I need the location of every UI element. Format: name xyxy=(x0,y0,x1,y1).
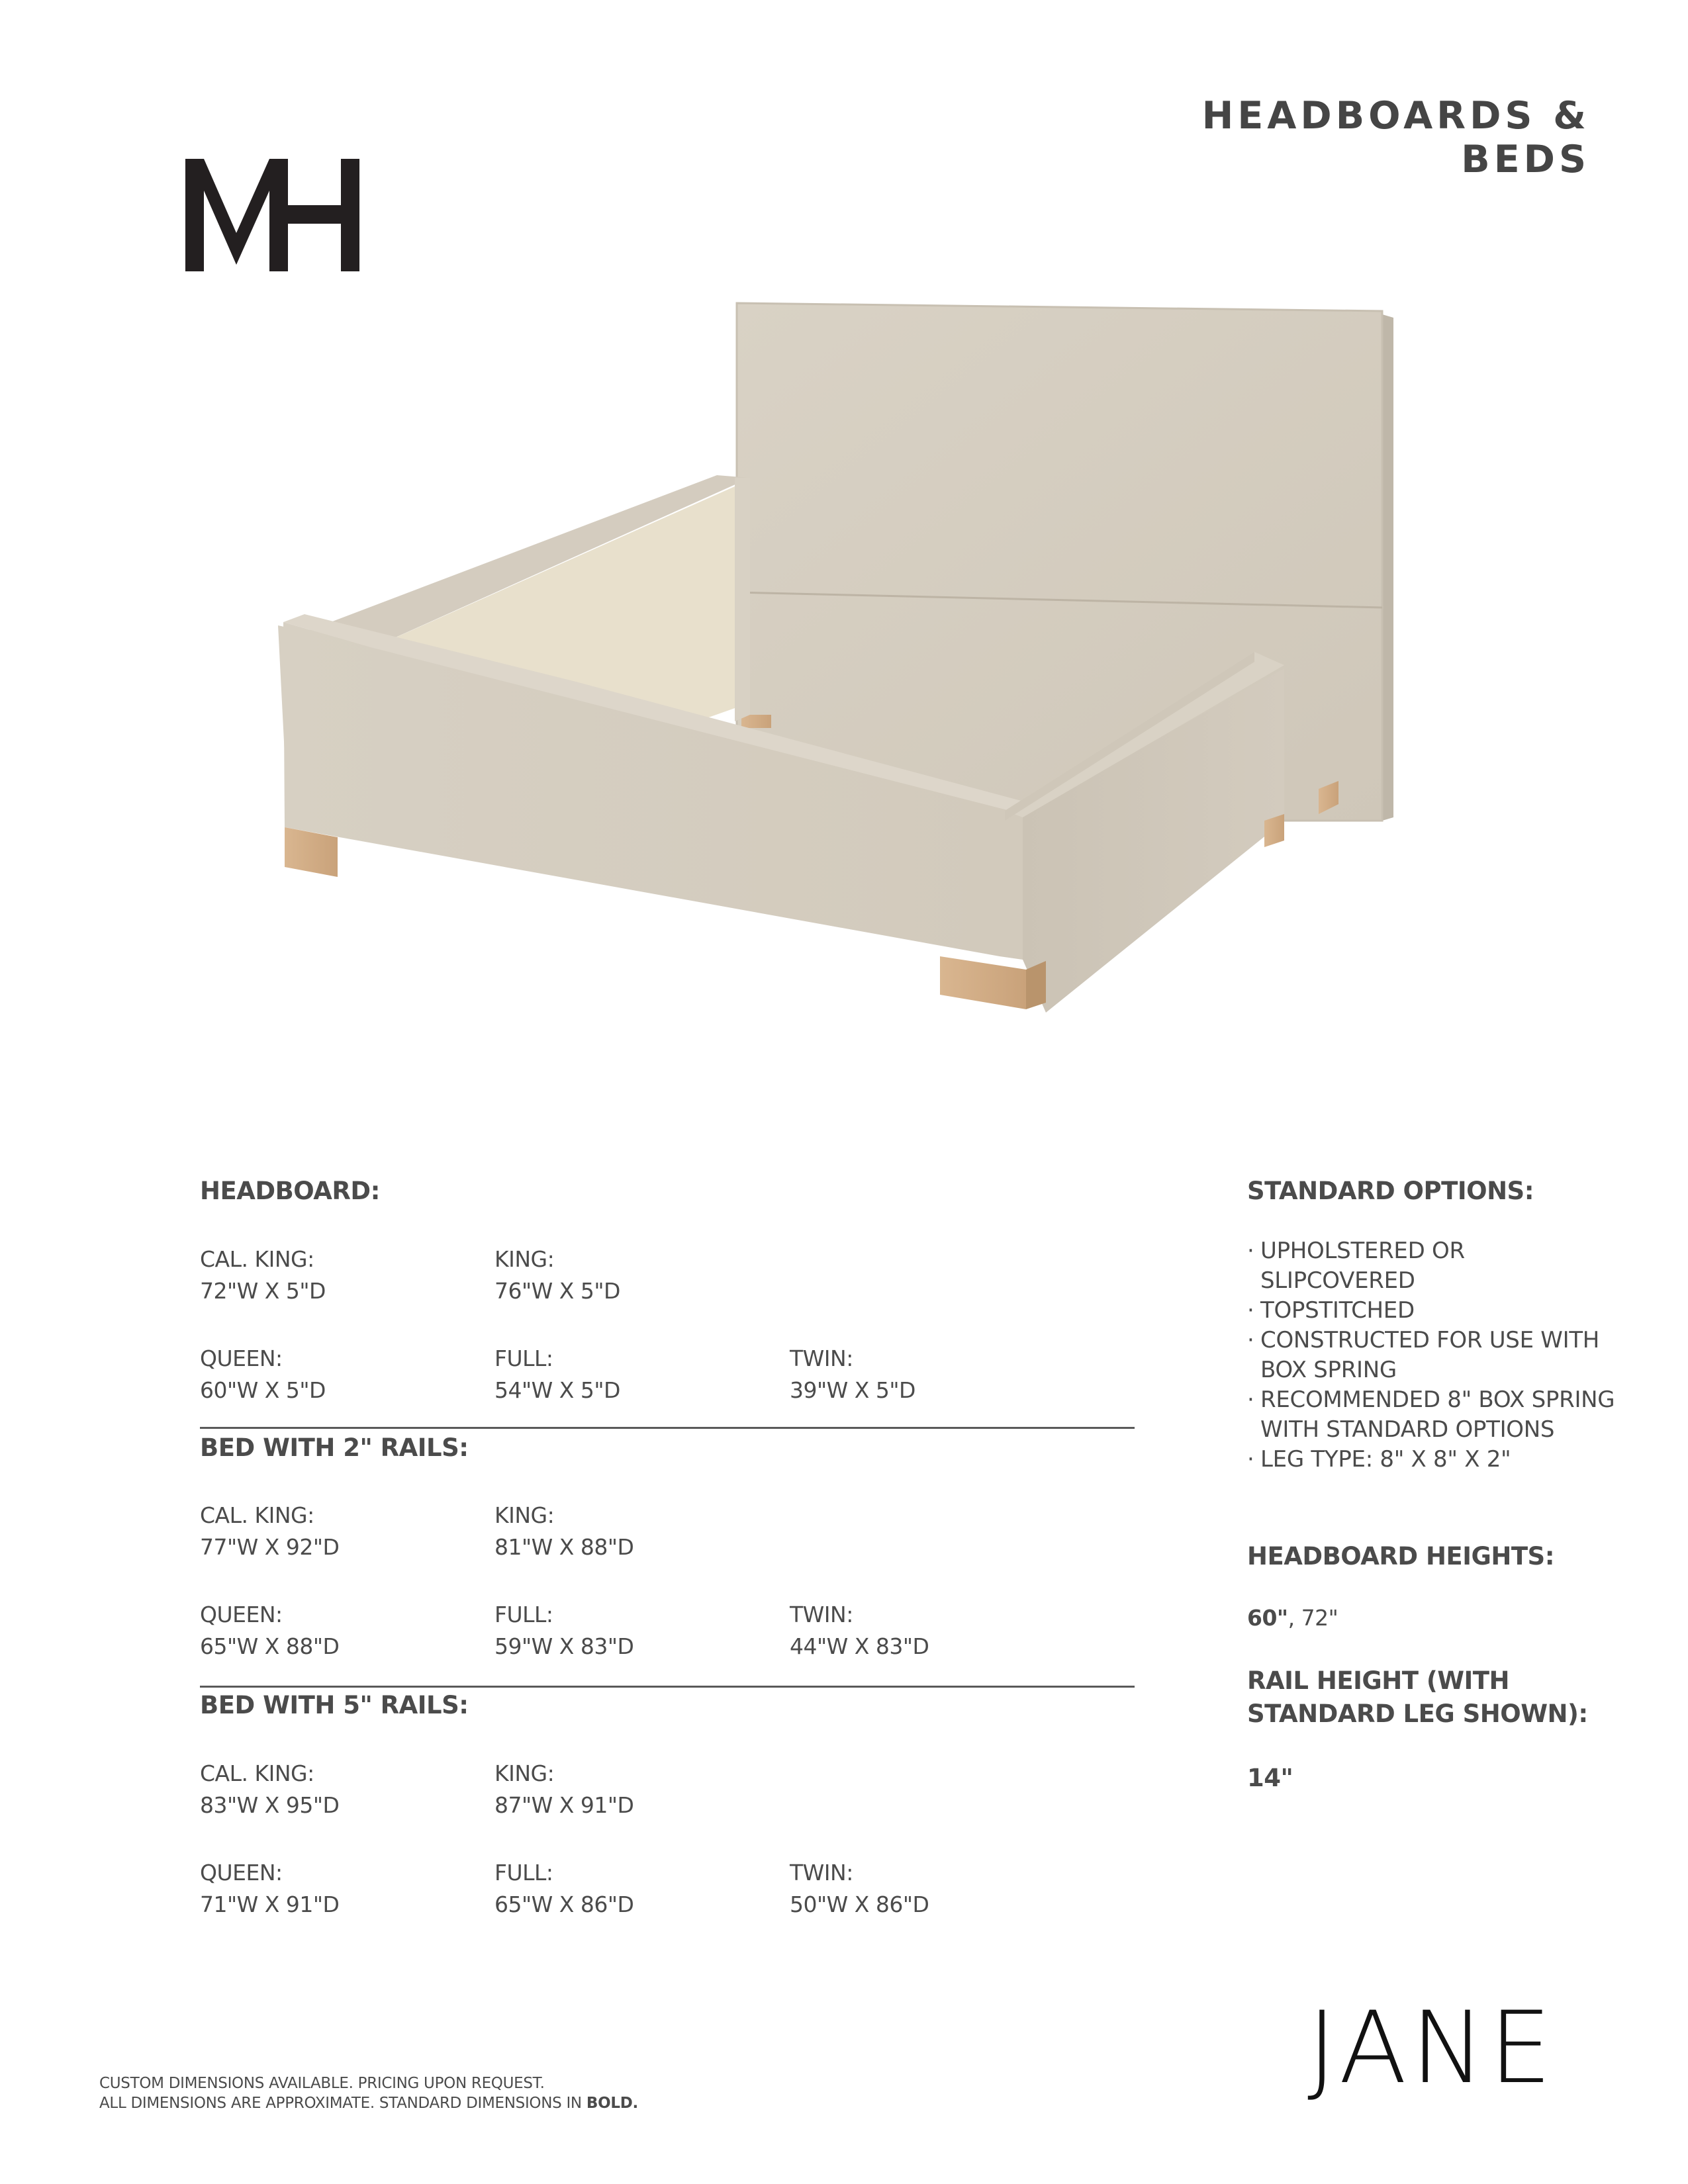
bullet-icon: · xyxy=(1247,1238,1254,1264)
rail-height-heading-line1: RAIL HEIGHT (WITH xyxy=(1247,1666,1510,1695)
standard-options-heading: STANDARD OPTIONS: xyxy=(1247,1177,1534,1205)
bed5-king-value: 87"W X 91"D xyxy=(494,1792,634,1818)
bed5-full-value: 65"W X 86"D xyxy=(494,1891,634,1917)
standard-height: 60" xyxy=(1247,1605,1288,1631)
headboard-queen-value: 60"W X 5"D xyxy=(200,1377,326,1403)
headboard-calking-value: 72"W X 5"D xyxy=(200,1278,326,1304)
bed2-calking-label: CAL. KING: xyxy=(200,1502,314,1528)
rail-height-heading-line2: STANDARD LEG SHOWN): xyxy=(1247,1700,1588,1728)
bed2-twin-value: 44"W X 83"D xyxy=(790,1633,929,1659)
headboard-full-label: FULL: xyxy=(494,1345,553,1371)
option-item: · CONSTRUCTED FOR USE WITH BOX SPRING xyxy=(1247,1327,1600,1383)
collection-name: JANE xyxy=(1307,1991,1556,2106)
bullet-icon: · xyxy=(1247,1446,1254,1473)
bed5-twin-value: 50"W X 86"D xyxy=(790,1891,929,1917)
headboard-heading: HEADBOARD: xyxy=(200,1177,380,1205)
bed2-full-label: FULL: xyxy=(494,1602,553,1627)
option-item: · UPHOLSTERED OR SLIPCOVERED xyxy=(1247,1238,1465,1294)
headboard-heights-values: 60", 72" xyxy=(1247,1605,1338,1631)
bed5-queen-label: QUEEN: xyxy=(200,1860,283,1886)
standard-options-list xyxy=(1247,1236,1618,1475)
bed2-full-value: 59"W X 83"D xyxy=(494,1633,634,1659)
headboard-calking-label: CAL. KING: xyxy=(200,1246,314,1272)
optional-height: 72" xyxy=(1301,1605,1338,1631)
headboard-king-value: 76"W X 5"D xyxy=(494,1278,620,1304)
footer-line-1: CUSTOM DIMENSIONS AVAILABLE. PRICING UPON REQUEST. xyxy=(99,2075,545,2092)
bed2-king-value: 81"W X 88"D xyxy=(494,1534,634,1560)
bed2-twin-label: TWIN: xyxy=(790,1602,853,1627)
rail-height-value: 14" xyxy=(1247,1764,1293,1792)
option-item: · RECOMMENDED 8" BOX SPRING WITH STANDARD OPTIONS xyxy=(1247,1387,1615,1443)
bed5-queen-value: 71"W X 91"D xyxy=(200,1891,340,1917)
bed2-calking-value: 77"W X 92"D xyxy=(200,1534,340,1560)
bed2-queen-label: QUEEN: xyxy=(200,1602,283,1627)
bed5-calking-label: CAL. KING: xyxy=(200,1760,314,1786)
bullet-icon: · xyxy=(1247,1387,1254,1413)
bed5-calking-value: 83"W X 95"D xyxy=(200,1792,340,1818)
category-title: HEADBOARDS & BEDS xyxy=(1201,94,1590,181)
section-divider xyxy=(200,1686,1135,1688)
bed-5in-rails-heading: BED WITH 5" RAILS: xyxy=(200,1691,469,1719)
bed2-king-label: KING: xyxy=(494,1502,555,1528)
headboard-king-label: KING: xyxy=(494,1246,555,1272)
bed5-full-label: FULL: xyxy=(494,1860,553,1886)
brand-logo-mh xyxy=(184,158,363,273)
footer-notes xyxy=(99,2073,638,2113)
headboard-full-value: 54"W X 5"D xyxy=(494,1377,620,1403)
product-image-bed xyxy=(278,291,1403,1066)
section-divider xyxy=(200,1427,1135,1429)
headboard-queen-label: QUEEN: xyxy=(200,1345,283,1371)
headboard-heights-heading: HEADBOARD HEIGHTS: xyxy=(1247,1542,1554,1570)
headboard-twin-label: TWIN: xyxy=(790,1345,853,1371)
headboard-twin-value: 39"W X 5"D xyxy=(790,1377,915,1403)
bed-2in-rails-heading: BED WITH 2" RAILS: xyxy=(200,1433,469,1462)
bed5-twin-label: TWIN: xyxy=(790,1860,853,1886)
bullet-icon: · xyxy=(1247,1327,1254,1353)
bed5-king-label: KING: xyxy=(494,1760,555,1786)
bed2-queen-value: 65"W X 88"D xyxy=(200,1633,340,1659)
bullet-icon: · xyxy=(1247,1297,1254,1324)
bed-illustration-icon xyxy=(278,291,1403,1066)
footer-line-2: ALL DIMENSIONS ARE APPROXIMATE. STANDARD DIMENSIONS IN BOLD. xyxy=(99,2095,638,2112)
mh-logo-icon xyxy=(184,158,363,273)
option-item: · LEG TYPE: 8" X 8" X 2" xyxy=(1247,1445,1618,1475)
option-item: · TOPSTITCHED xyxy=(1247,1296,1618,1326)
